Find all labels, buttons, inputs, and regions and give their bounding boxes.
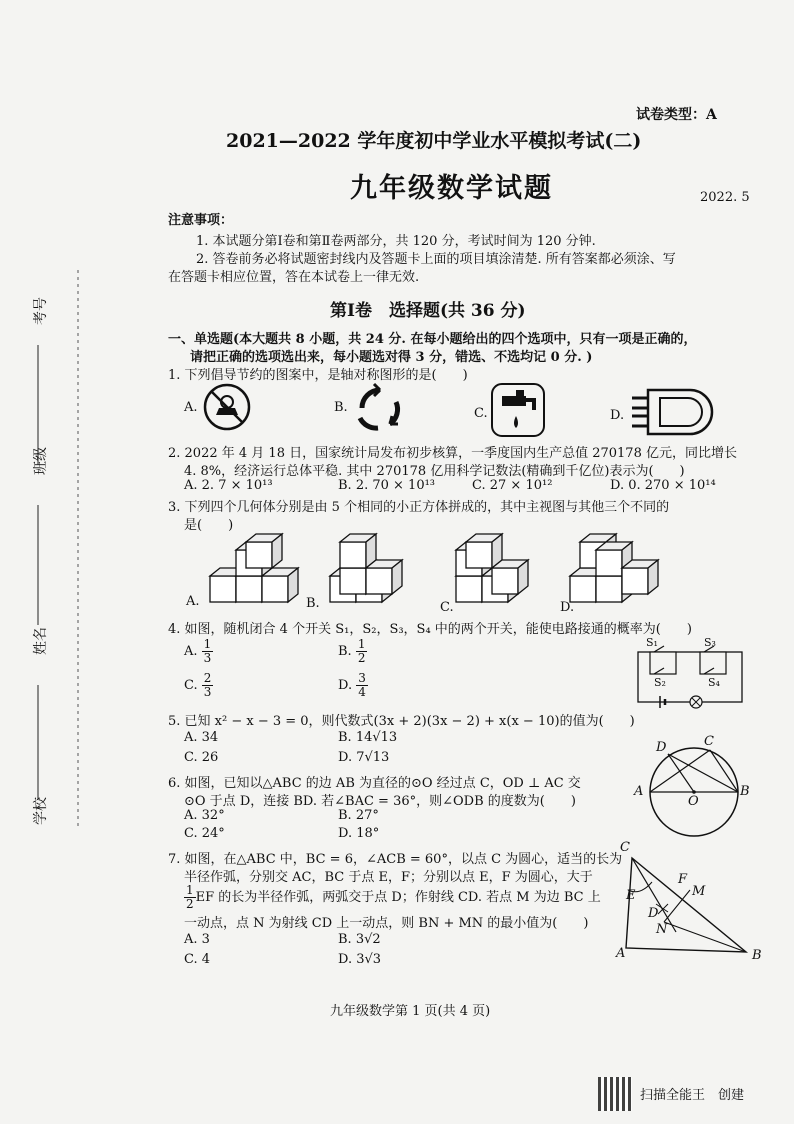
q3-option-c: C. [440,600,454,615]
q3-option-a: A. [186,594,200,609]
q4-label-s4: S₄ [708,676,720,689]
q7-line-3: $\frac{1}{2}$ EF 的长为半径作弧，两弧交于点 D；作射线 CD. 若点 M 为边 BC 上 [186,883,601,911]
q7-label-b: B [752,948,762,963]
q7-label-a: A [616,946,626,961]
side-name: 姓名 [33,627,49,655]
q5-option-b: B. 14√13 [338,730,398,745]
q4-option-a: A. $\frac{1}{3}$ [184,637,212,665]
q1-option-d: D. [610,408,625,423]
notes-item-1: 1. 本试题分第Ⅰ卷和第Ⅱ卷两部分，共 120 分，考试时间为 120 分钟. [196,234,596,249]
q7-label-n: N [656,922,668,937]
q7-label-d: D [648,906,659,921]
q1-figure-c [490,382,546,438]
q3-figure-c [456,534,528,602]
q2-line-1: 2. 2022 年 4 月 18 日，国家统计局发布初步核算，一季度国内生产总值 270178 亿元，同比增长 [168,446,737,461]
q6-option-d: D. 18° [338,826,380,841]
qr-code-icon [598,1077,632,1111]
section-title: 第Ⅰ卷 选择题(共 36 分) [330,301,526,321]
q1-stem: 1. 下列倡导节约的图案中，是轴对称图形的是( ) [168,368,468,383]
q7-option-c: C. 4 [184,952,211,967]
q3-line-1: 3. 下列四个几何体分别是由 5 个相同的小正方体拼成的，其中主视图与其他三个不同的 [168,500,670,515]
notes-item-2a: 2. 答卷前务必将试题密封线内及答题卡上面的项目填涂清楚. 所有答案都必须涂、写 [196,252,676,267]
subject-title: 九年级数学试题 [350,173,553,204]
page-footer: 九年级数学第 1 页(共 4 页) [330,1004,491,1019]
q7-option-d: D. 3√3 [338,952,382,967]
side-school: 学校 [33,797,49,825]
q1-figure-b [350,378,410,438]
q7-triangle-figure [616,852,766,962]
scanner-watermark: 扫描全能王 创建 [640,1088,745,1103]
q7-label-e: E [626,888,636,903]
q6-label-c: C [704,734,714,749]
q6-option-b: B. 27° [338,808,379,823]
q5-option-a: A. 34 [184,730,219,745]
q6-label-o: O [688,794,699,809]
q1-option-a: A. [184,400,198,415]
q6-circle-figure [646,740,746,840]
q6-label-b: B [740,784,750,799]
q5-option-c: C. 26 [184,750,219,765]
q1-figure-d [628,384,718,440]
q6-line-1: 6. 如图，已知以△ABC 的边 AB 为直径的⊙O 经过点 C，OD ⊥ AC 交 [168,776,581,791]
q7-line-4: 一动点，点 N 为射线 CD 上一动点，则 BN + MN 的最小值为( ) [184,916,589,931]
q2-option-d: D. 0. 270 × 10¹⁴ [610,478,716,493]
q4-option-d: D. $\frac{3}{4}$ [338,671,366,699]
q3-line-2: 是( ) [184,518,234,533]
q3-figure-a [210,534,298,602]
q2-option-c: C. 27 × 10¹² [472,478,553,493]
side-class: 班级 [33,447,49,475]
q4-label-s2: S₂ [654,676,666,689]
side-lines [30,270,90,830]
section-instructions-2: 请把正确的选项选出来，每小题选对得 3 分，错选、不选均记 0 分. ) [190,350,593,365]
q4-label-s3: S₃ [704,636,716,649]
q1-figure-a [202,382,252,432]
q7-option-a: A. 3 [184,932,210,947]
notes-item-2b: 在答题卡相应位置，答在本试卷上一律无效. [168,270,420,285]
q6-label-a: A [634,784,644,799]
exam-type: 试卷类型：A [636,107,717,123]
notes-heading: 注意事项： [168,213,234,228]
q7-option-b: B. 3√2 [338,932,381,947]
q5-stem: 5. 已知 x² − x − 3 = 0，则代数式(3x + 2)(3x − 2) + x(x − 10)的值为( ) [168,714,635,729]
q6-option-c: C. 24° [184,826,225,841]
main-title: 2021—2022 学年度初中学业水平模拟考试(二) [226,130,642,152]
q4-option-c: C. $\frac{2}{3}$ [184,671,212,699]
q3-option-d: D. [560,600,575,615]
q7-label-m: M [692,884,706,899]
side-number: 考号 [33,297,49,325]
q2-option-a: A. 2. 7 × 10¹³ [184,478,273,493]
q1-option-c: C. [474,406,488,421]
seal-line [30,270,90,830]
q3-figure-b [330,534,402,602]
q7-line-2: 半径作弧，分别交 AC，BC 于点 E，F；分别以点 E，F 为圆心，大于 [184,870,593,885]
q3-option-b: B. [306,596,320,611]
q6-line-2: ⊙O 于点 D，连接 BD. 若∠BAC = 36°，则∠ODB 的度数为( ) [184,794,576,809]
q6-option-a: A. 32° [184,808,225,823]
exam-date: 2022. 5 [700,190,750,205]
q1-option-b: B. [334,400,348,415]
q4-stem: 4. 如图，随机闭合 4 个开关 S₁，S₂，S₃，S₄ 中的两个开关，能使电路接通的概率为( ) [168,622,692,637]
q4-label-s1: S₁ [646,636,658,649]
q5-option-d: D. 7√13 [338,750,390,765]
q7-label-f: F [678,872,688,887]
q7-label-c: C [620,840,630,855]
q2-option-b: B. 2. 70 × 10¹³ [338,478,436,493]
q2-line-2: 4. 8%，经济运行总体平稳. 其中 270178 亿用科学记数法(精确到千亿位)表示为( ) [184,464,685,479]
q3-figures [190,530,750,610]
q6-label-d: D [656,740,667,755]
q3-figure-d [570,534,658,602]
q4-option-b: B. $\frac{1}{2}$ [338,637,366,665]
section-instructions-1: 一、单选题(本大题共 8 小题，共 24 分. 在每小题给出的四个选项中，只有一项是正确的， [168,332,697,347]
q7-line-1: 7. 如图，在△ABC 中，BC = 6，∠ACB = 60°，以点 C 为圆心，适当的长为 [168,852,623,867]
